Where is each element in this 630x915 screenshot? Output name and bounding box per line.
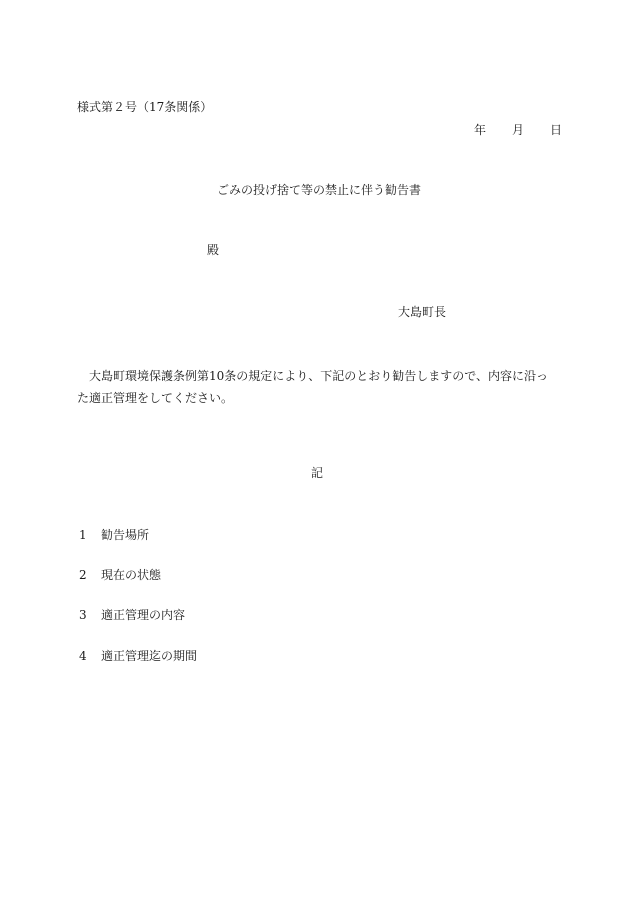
item-label: 勧告場所 [101, 528, 150, 542]
date-line [474, 124, 562, 136]
date-day: 日 [550, 123, 563, 137]
issuer-name: 大島町長 [398, 305, 447, 319]
form-number: 様式第２号（17条関係） [77, 100, 213, 114]
list-item [79, 529, 149, 541]
document-title: ごみの投げ捨て等の禁止に伴う勧告書 [217, 183, 422, 197]
item-number: 2 [79, 568, 87, 582]
body-paragraph: 大島町環境保護条例第10条の規定により、下記のとおり勧告しますので、内容に沿った適正管理をしてください。 [77, 369, 549, 405]
item-label: 現在の状態 [101, 568, 162, 582]
addressee-suffix: 殿 [207, 243, 220, 257]
item-label: 適正管理迄の期間 [101, 649, 198, 663]
list-item [79, 650, 197, 662]
list-item [79, 609, 185, 621]
item-number: 4 [79, 649, 87, 663]
date-month: 月 [512, 123, 525, 137]
item-number: 1 [79, 528, 87, 542]
item-label: 適正管理の内容 [101, 608, 186, 622]
item-number: 3 [79, 608, 87, 622]
list-item [79, 569, 161, 581]
date-year: 年 [474, 123, 487, 137]
ki-heading: 記 [311, 466, 324, 480]
